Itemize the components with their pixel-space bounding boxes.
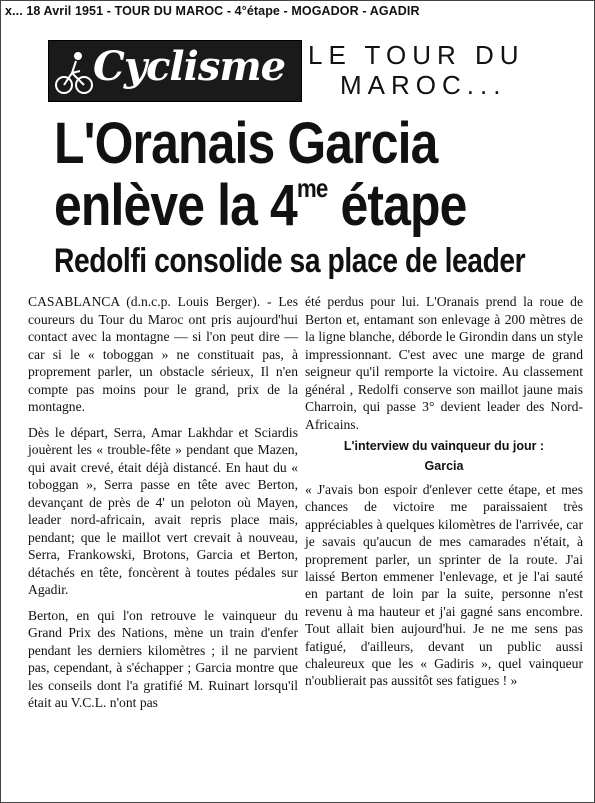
paragraph-3: Berton, en qui l'on retrouve le vainqueur du Grand Prix des Nations, mène un train d'enfer pendant les derniers kilomètres ; il ne parvient pas, cependant, à s'échapper ; Garcia montre que les conseils dont l'a gratifié M. Ruinart lorsqu'il était au V.C.L. n'ont pas xyxy=(28,607,298,710)
cyclist-icon xyxy=(55,47,93,95)
headline-line-2-a: enlève la 4 xyxy=(54,173,297,238)
interview-quote: « J'avais bon espoir d'enlever cette étape, et mes chances de victoire me paraissaient très appréciables à quelques kilomètres de l'arrivée, car je savais qu'aucun de mes camarades n'était, à proprement parler, un sprinter de la route. J'ai laissé Berton emmener l'enlevage, et je l'ai sauté en partant de loin par la suite, personne n'est revenu à ma hauteur et j'ai gagné sans encombre. Tout allait bien aujourd'hui. Je ne me sens pas fatigué, d'ailleurs, devant un public aussi chaleureux que les « Gadiris », quel vainqueur n'oublierait pas aussitôt ses fatigues ! » xyxy=(305,482,583,689)
headline-line-1: L'Oranais Garcia xyxy=(54,111,438,176)
paragraph-1: CASABLANCA (d.n.c.p. Louis Berger). - Les coureurs du Tour du Maroc ont pris aujourd'hui contact avec la montagne — si l'on peut dire — car si le « toboggan » ne constituait pas, à proprement parler, un obstacle sérieux, Il n'en compte pas moins pour le grand, prix de la montagne. xyxy=(28,294,298,414)
logo-text: Cyclisme xyxy=(93,43,286,90)
subheadline: Redolfi consolide sa place de leader xyxy=(54,242,526,280)
interview-heading: L'interview du vainqueur du jour : xyxy=(343,439,545,453)
kicker-line-2: MAROC... xyxy=(340,70,507,100)
kicker-line-1: LE TOUR DU xyxy=(308,40,525,70)
paragraph-2: Dès le départ, Serra, Amar Lakhdar et Sciardis jouèrent les « trouble-fête » pendant que Mazen, qui avait crevé, était déjà distancé. En haut du « toboggan », Serra passe en tête avec Berton, devançant de près de 4' un peloton où Mayen, leader nord-africain, avait repris place mais, pendant; que le maillot vert crevait à nouveau, Serra, Frankowski, Brotons, Garcia et Berton, détachés en tête, foncèrent à toutes pédales sur Agadir. xyxy=(28,424,298,597)
paragraph-continued: été perdus pour lui. L'Oranais prend la roue de Berton et, entamant son enlevage à 200 mètres de la ligne blanche, déborde le Girondin dans un style impressionnant. C'est avec une marge de grand seigneur qu'il remporte la victoire. Au classement général , Redolfi conserve son maillot jaune mais Charroin, qui passe 3° devient leader des Nord-Africains. xyxy=(305,294,583,432)
headline-block xyxy=(48,36,548,282)
headline-line-2 xyxy=(54,172,467,239)
interview-name: Garcia xyxy=(424,459,464,473)
header-line: x... 18 Avril 1951 - TOUR DU MAROC - 4°étape - MOGADOR - AGADIR xyxy=(5,4,420,18)
cyclisme-logo xyxy=(48,40,302,102)
headline-superscript: me xyxy=(296,173,328,203)
right-column xyxy=(305,293,583,698)
left-column xyxy=(28,293,298,720)
headline-line-2-b: étape xyxy=(327,173,467,238)
